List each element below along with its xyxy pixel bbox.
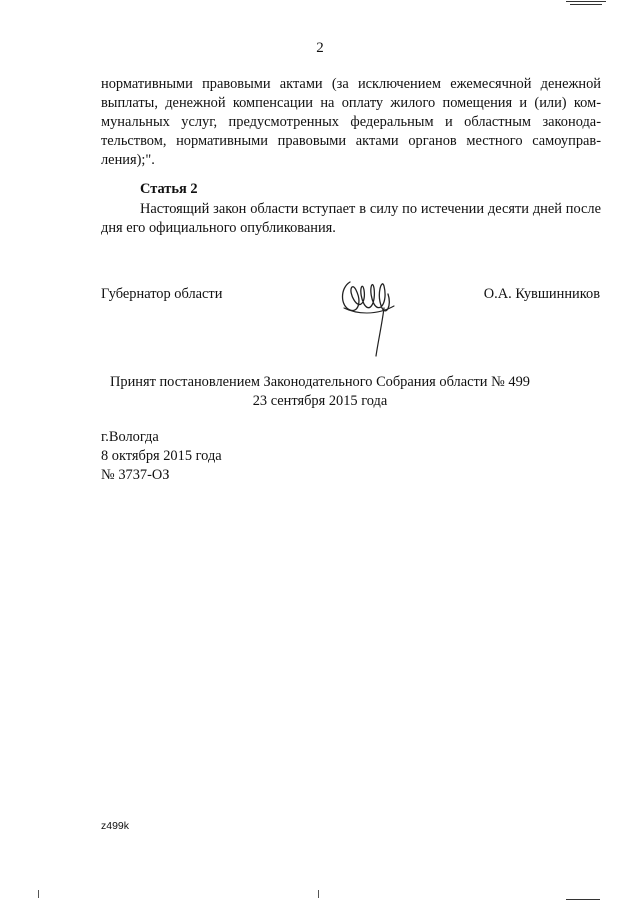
handwritten-signature (336, 272, 398, 358)
law-date: 8 октября 2015 года (101, 448, 222, 464)
adoption-line-2: 23 сентября 2015 года (252, 393, 388, 409)
paragraph-continuation: нормативными правовыми актами (за исключением ежемесячной денежной выплаты, денежной компенсации на оплату жилого помещения и (или) ком-мунальных услуг, предусмотренных федеральным и областным законода-тельством, нормативными правовыми актами органов местного самоуправ-ления);". (101, 76, 601, 168)
adoption-note (0, 373, 640, 411)
document-code: z499k (101, 820, 130, 832)
article-heading: Статья 2 (140, 181, 198, 197)
law-number: № 3737-ОЗ (101, 467, 170, 483)
city: г.Вологда (101, 429, 159, 445)
governor-title: Губернатор области (101, 286, 223, 302)
corner-mark-bottom-right (566, 899, 600, 900)
tick-mark-bottom-center (318, 890, 319, 898)
tick-mark-bottom-left (38, 890, 39, 898)
corner-mark-top-right (566, 1, 606, 2)
adoption-line-1: Принят постановлением Законодательного Собрания области № 499 (109, 374, 530, 390)
corner-mark-top-right-2 (570, 4, 602, 5)
article-text: Настоящий закон области вступает в силу по истечении десяти дней после дня его официального опубликования. (101, 201, 601, 236)
governor-name: О.А. Кувшинников (483, 286, 600, 302)
page-number: 2 (316, 40, 324, 56)
place-date-block (101, 428, 222, 485)
